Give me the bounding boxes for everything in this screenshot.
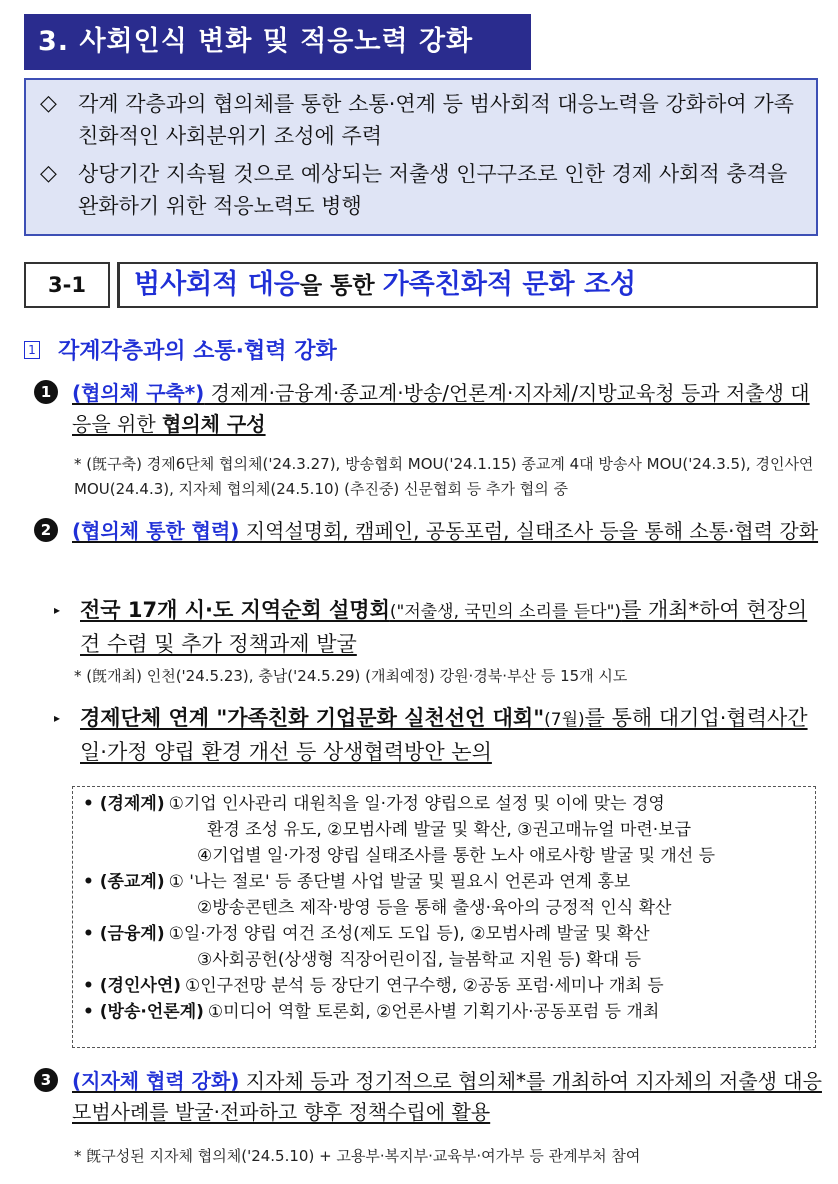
detail-line: ① '나는 절로' 등 종단별 사업 발굴 및 필요시 언론과 연계 홍보 [168, 872, 631, 892]
item-number: 3 [34, 1068, 58, 1092]
item-2 [34, 516, 824, 547]
detail-row [83, 869, 805, 895]
detail-line: ②방송콘텐츠 제작·방영 등을 통해 출생·육아의 긍정적 인식 확산 [197, 898, 672, 918]
item-text: 경제계·금융계·종교계·방송/언론계·지자체/지방교육청 등과 저출생 대응을 위한 [72, 381, 810, 436]
subsection-title [117, 262, 818, 308]
detail-line: 환경 조성 유도, ②모범사례 발굴 및 확산, ③권고매뉴얼 마련·보급 [207, 820, 692, 840]
detail-row [83, 895, 805, 921]
diamond-icon: ◇ [40, 161, 57, 186]
subsection-title-part1: 범사회적 대응 [134, 269, 300, 300]
summary-box [24, 78, 818, 236]
triangle-icon: ▸ [54, 603, 61, 617]
detail-line: ①미디어 역할 토론회, ②언론사별 기획기사·공동포럼 등 개최 [207, 1002, 660, 1022]
bullet-small: ("저출생, 국민의 소리를 듣다") [389, 602, 622, 622]
summary-text: 각계 각층과의 협의체를 통한 소통·연계 등 범사회적 대응노력을 강화하여 가족친화적인 사회분위기 조성에 주력 [78, 92, 794, 148]
item-text: 지자체 등과 정기적으로 협의체*를 개최하여 지자체의 저출생 대응 모범사례를 발굴·전파하고 향후 정책수립에 활용 [72, 1069, 822, 1124]
item-head: (협의체 구축*) [72, 381, 205, 405]
bullet-strong: 경제단체 연계 "가족친화 기업문화 실천선언 대회" [80, 706, 545, 730]
subsection-title-part3: 가족친화적 문화 조성 [382, 269, 637, 300]
detail-line: ③사회공헌(상생형 직장어린이집, 늘봄학교 지원 등) 확대 등 [197, 950, 642, 970]
detail-line: ①일·가정 양립 여건 조성(제도 도입 등), ②모범사례 발굴 및 확산 [168, 924, 650, 944]
detail-row [83, 973, 805, 999]
subheading-text: 각계각층과의 소통·협력 강화 [58, 339, 337, 364]
detail-label: • (경제계) [83, 794, 165, 814]
bullet-1 [54, 594, 824, 660]
triangle-icon: ▸ [54, 711, 61, 725]
detail-line: ①기업 인사관리 대원칙을 일·가정 양립으로 설정 및 이에 맞는 경영 [168, 794, 665, 814]
item-head: (지자체 협력 강화) [72, 1069, 240, 1093]
item-number: 1 [34, 380, 58, 404]
detail-box [72, 786, 816, 1048]
item-1 [34, 378, 824, 440]
bullet-rest: 를 개최*하여 현장의견 수렴 및 추가 정책과제 발굴 [80, 598, 808, 656]
detail-row [83, 921, 805, 947]
bullet-strong: 전국 17개 시·도 지역순회 설명회 [80, 598, 390, 622]
item-number: 2 [34, 518, 58, 542]
detail-row [83, 947, 805, 973]
detail-label: • (방송·언론계) [83, 1002, 204, 1022]
note: * 旣구성된 지자체 협의체('24.5.10) + 고용부·복지부·교육부·여가부 등 관계부처 참여 [74, 1147, 641, 1165]
subsection-number: 3-1 [24, 262, 110, 308]
note: * (旣개최) 인천('24.5.23), 충남('24.5.29) (개최예정) 강원·경북·부산 등 15개 시도 [74, 667, 628, 685]
detail-line: ①인구전망 분석 등 장단기 연구수행, ②공동 포럼·세미나 개최 등 [185, 976, 664, 996]
detail-row [83, 791, 805, 817]
detail-row [83, 999, 805, 1025]
number-box: 1 [24, 341, 40, 359]
detail-label: • (종교계) [83, 872, 165, 892]
summary-item [40, 88, 802, 152]
item-bold: 협의체 구성 [162, 412, 266, 436]
summary-text: 상당기간 지속될 것으로 예상되는 저출생 인구구조로 인한 경제 사회적 충격을 완화하기 위한 적응노력도 병행 [78, 162, 788, 218]
bullet-small: (7월) [544, 710, 585, 730]
bullet-2 [54, 702, 824, 768]
item-head: (협의체 통한 협력) [72, 519, 240, 543]
detail-row [83, 817, 805, 843]
item-text: 지역설명회, 캠페인, 공동포럼, 실태조사 등을 통해 소통·협력 강화 [239, 519, 819, 543]
detail-label: • (경인사연) [83, 976, 182, 996]
summary-item [40, 158, 802, 222]
section-title: 3. 사회인식 변화 및 적응노력 강화 [24, 14, 531, 70]
bullet-rest: 를 통해 대기업·협력사간 일·가정 양립 환경 개선 등 상생협력방안 논의 [80, 706, 808, 764]
detail-row [83, 843, 805, 869]
detail-label: • (금융계) [83, 924, 165, 944]
diamond-icon: ◇ [40, 91, 57, 116]
subsection-title-part2: 을 통한 [299, 273, 383, 299]
detail-line: ④기업별 일·가정 양립 실태조사를 통한 노사 애로사항 발굴 및 개선 등 [197, 846, 716, 866]
item-3 [34, 1066, 824, 1128]
subheading [24, 334, 337, 365]
note: * (旣구축) 경제6단체 협의체('24.3.27), 방송협회 MOU('24.1.15) 종교계 4대 방송사 MOU('24.3.5), 경인사연 MOU(24.4.3), 지자체 협의체(24.5.10) (추진중) 신문협회 등 추가 협의 중 [74, 455, 814, 498]
